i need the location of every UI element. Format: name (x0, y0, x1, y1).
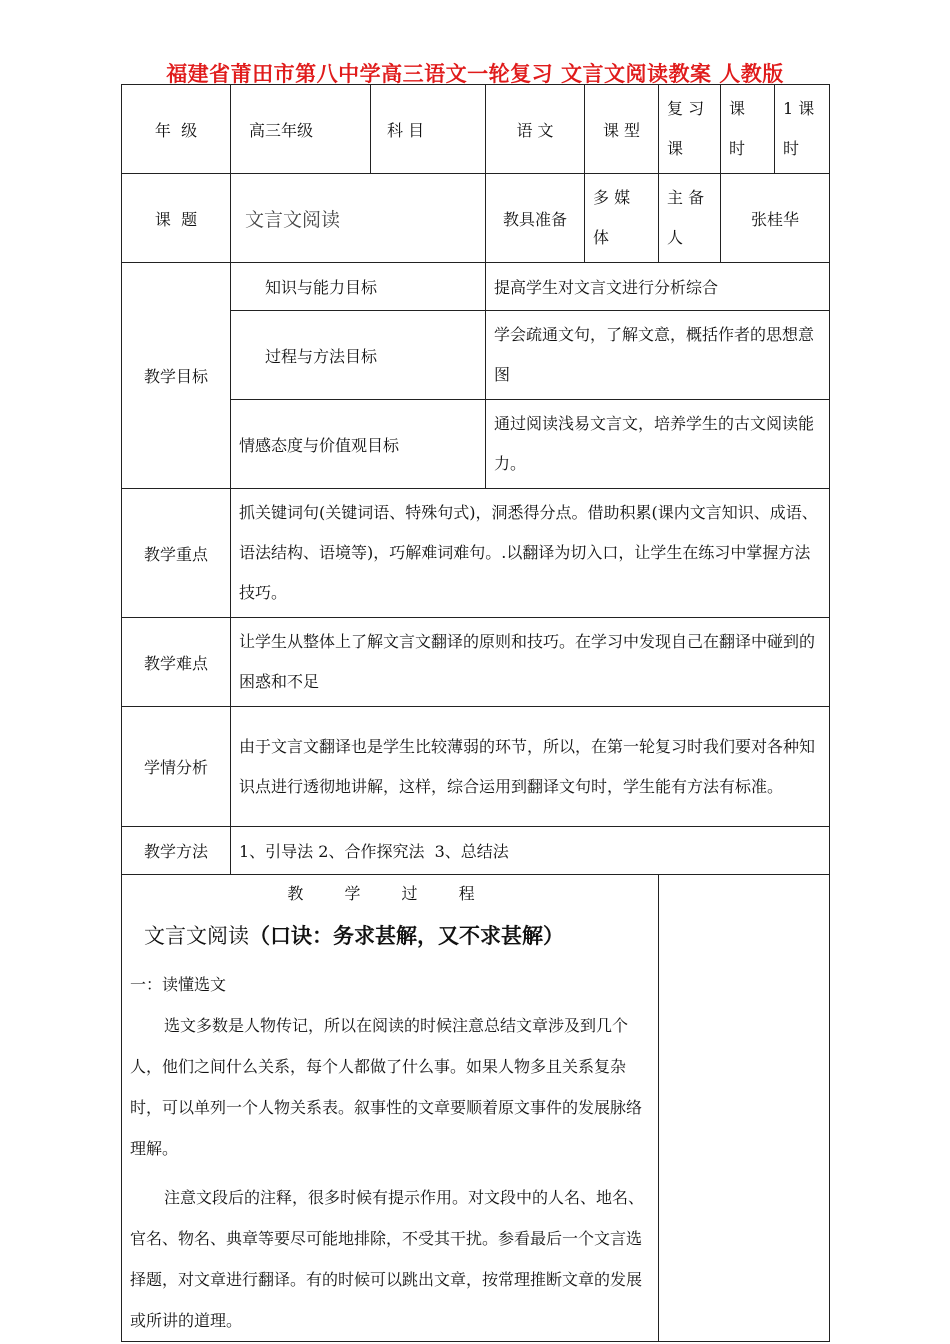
process-cell (122, 875, 659, 1342)
method-value: 1、引导法 2、合作探究法 3、总结法 (231, 827, 830, 875)
subject-label: 科 目 (371, 85, 486, 174)
goal-name: 知识与能力目标 (231, 263, 486, 311)
hours-label: 课 时 (721, 85, 775, 174)
goal-name: 过程与方法目标 (231, 311, 486, 400)
paragraph: 选文多数是人物传记，所以在阅读的时候注意总结文章涉及到几个人，他们之间什么关系，每个人都做了什么事。如果人物多且关系复杂时，可以单列一个人物关系表。叙事性的文章要顺着原文事件的发展脉络理解。 (130, 1016, 643, 1158)
topic-value: 文言文阅读 (231, 174, 486, 263)
paragraph: 注意文段后的注释，很多时候有提示作用。对文段中的人名、地名、官名、物名、典章等要尽可能地排除，不受其干扰。参看最后一个文言选择题，对文章进行翻译。有的时候可以跳出文章，按常理推断文章的发展或所讲的道理。 (130, 1188, 645, 1330)
process-notes-cell (659, 875, 830, 1342)
goal-value: 学会疏通文句，了解文意，概括作者的思想意图 (486, 311, 830, 400)
type-label: 课 型 (585, 85, 659, 174)
difficulties-value: 让学生从整体上了解文言文翻译的原则和技巧。在学习中发现自己在翻译中碰到的困惑和不足 (231, 618, 830, 707)
preparer-label: 主 备 人 (659, 174, 721, 263)
document-title: 福建省莆田市第八中学高三语文一轮复习 文言文阅读教案 人教版 (166, 62, 784, 86)
goal-name: 情感态度与价值观目标 (231, 400, 486, 489)
subject-value: 语 文 (486, 85, 585, 174)
goals-label: 教学目标 (122, 263, 231, 489)
grade-label: 年 级 (122, 85, 231, 174)
key-points-label: 教学重点 (122, 489, 231, 618)
preparer-value: 张桂华 (721, 174, 830, 263)
process-heading: 教 学 过 程 (287, 884, 493, 903)
subtitle-mnemonic: （口诀：务求甚解，又不求甚解） (249, 924, 564, 948)
tools-label: 教具准备 (486, 174, 585, 263)
grade-value: 高三年级 (231, 85, 371, 174)
hours-value: 1 课时 (775, 85, 830, 174)
topic-label: 课 题 (122, 174, 231, 263)
tools-value: 多 媒 体 (585, 174, 659, 263)
analysis-value: 由于文言文翻译也是学生比较薄弱的环节，所以，在第一轮复习时我们要对各种知识点进行透彻地讲解，这样，综合运用到翻译文句时，学生能有方法有标准。 (231, 707, 830, 827)
goal-value: 提高学生对文言文进行分析综合 (486, 263, 830, 311)
analysis-label: 学情分析 (122, 707, 231, 827)
key-points-value: 抓关键词句(关键词语、特殊句式)，洞悉得分点。借助积累(课内文言知识、成语、语法结构、语境等)，巧解难词难句。.以翻译为切入口，让学生在练习中掌握方法技巧。 (231, 489, 830, 618)
type-value: 复 习 课 (659, 85, 721, 174)
subtitle-main: 文言文阅读 (144, 924, 249, 948)
method-label: 教学方法 (122, 827, 231, 875)
process-subtitle (122, 920, 658, 950)
section-heading: 一：读懂选文 (130, 975, 227, 994)
lesson-plan-table (121, 84, 829, 1342)
goal-value: 通过阅读浅易文言文，培养学生的古文阅读能力。 (486, 400, 830, 489)
difficulties-label: 教学难点 (122, 618, 231, 707)
